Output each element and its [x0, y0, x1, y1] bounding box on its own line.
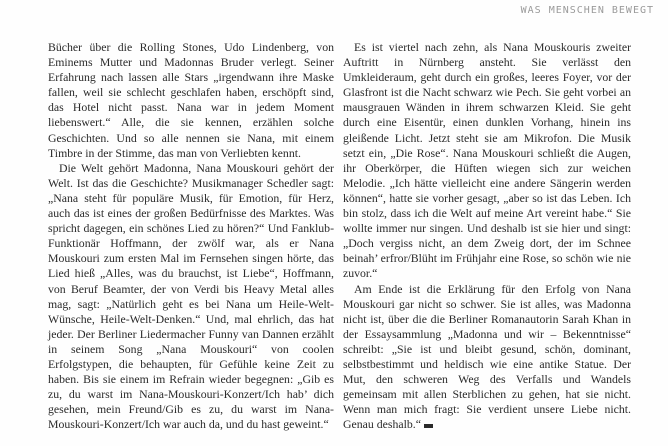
paragraph: Bücher über die Rolling Stones, Udo Lindenberg, von Eminems Mutter und Madonnas Bruder verlegt. Seiner Erfahrung nach lassen alle Stars „irgendwann ihre Maske fallen, weil sie schlecht geschlafen haben, erschöpft sind, das Hotel nicht passt. Nana war in jedem Moment liebenswert.“ Alle, die sie kennen, erzählen solche Geschichten. Und so alle nennen sie Nana, mit einem Timbre in der Stimme, das man von Verliebten kennt.	[48, 40, 334, 160]
paragraph: Es ist viertel nach zehn, als Nana Mouskouris zweiter Auftritt in Nürnberg ansteht. Sie verlässt den Umkleideraum, geht durch ein großes, leeres Foyer, vor der Glasfront ist die Nacht schwarz wie Pech. Sie geht vorbei an mausgrauen Wänden in ihrem schwarzen Kleid. Sie geht durch eine Eisentür, einen dunklen Vorhang, hinein ins gleißende Licht. Jetzt steht sie am Mikrofon. Die Musik setzt ein, „Die Rose“. Nana Mouskouri schließt die Augen, ihr Oberkörper, die Hüften wiegen sich zur weichen Melodie. „Ich hätte vielleicht eine andere Sängerin werden können“, hatte sie vorher gesagt, „aber so ist das Leben. Ich bin stolz, dass ich die Welt auf meine Art vereint habe.“ Sie wollte immer nur singen. Und deshalb ist sie hier und singt: „Doch vergiss nicht, an dem Zweig dort, der im Schnee beinah’ erfror/Blüht im Frühjahr eine Rose, so schön wie nie zuvor.“	[343, 40, 631, 281]
paragraph-text: Am Ende ist die Erklärung für den Erfolg von Nana Mouskouri gar nicht so schwer. Sie ist alles, was Madonna nicht ist, über die die Berliner Romanautorin Sarah Khan in der Essaysammlung „Madonna und wir – Bekenntnisse“ schreibt: „Sie ist und bleibt gesund, schön, dominant, selbstbestimmt und heldisch wie eine antike Statue. Der Mut, den schweren Weg des Verfalls und Wandels gemeinsam mit allen Sterblichen zu gehen, hat sie nicht. Wenn man mich fragt: Sie verdient unsere Liebe nicht. Genau deshalb.“	[343, 281, 631, 432]
left-column	[48, 40, 334, 432]
running-header: WAS MENSCHEN BEWEGT	[520, 5, 654, 16]
paragraph: Die Welt gehört Madonna, Nana Mouskouri gehört der Welt. Ist das die Geschichte? Musikmanager Schedler sagt: „Nana steht für populäre Musik, für Emotion, für Herz, auch das ist eines der großen Bedürfnisse des Marktes. Was spricht dagegen, ein schönes Lied zu hören?“ Und Fanklub-Funktionär Hoffmann, der zwölf war, als er Nana Mouskouri zum ersten Mal im Fernsehen singen hörte, das Lied hieß „Alles, was du brauchst, ist Liebe“, Hoffmann, von Beruf Beamter, der von Verdi bis Heavy Metal alles mag, sagt: „Natürlich geht es bei Nana um Heile-Welt-Wünsche, Heile-Welt-Denken.“ Und, mal ehrlich, das hat jeder. Der Berliner Liedermacher Funny van Dannen erzählt in seinem Song „Nana Mouskouri“ von coolen Erfolgstypen, die behaupten, für Gefühle keine Zeit zu haben. Bis sie einem im Refrain wieder begegnen: „Gib es zu, du warst im Nana-Mouskouri-Konzert/Ich hab’ dich gesehen, mein Freund/Gib es zu, du warst im Nana-Mouskouri-Konzert/Ich war auch da, und du hast geweint.“	[48, 160, 334, 432]
end-of-article-mark	[424, 424, 433, 428]
right-column	[343, 40, 631, 432]
paragraph	[343, 282, 631, 433]
